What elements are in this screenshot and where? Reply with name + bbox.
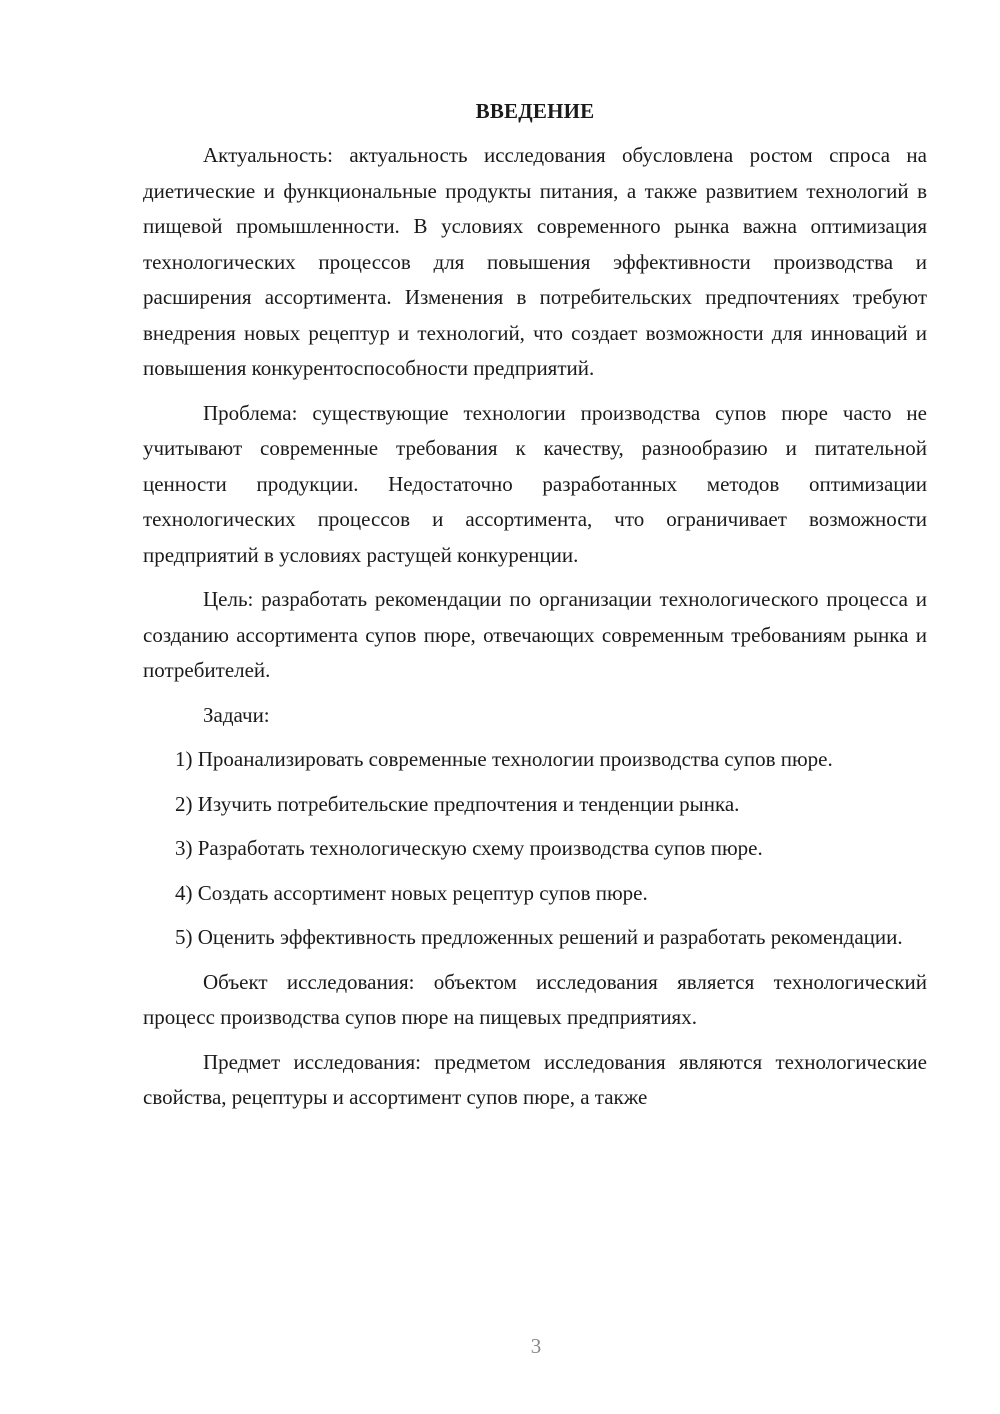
paragraph-object: Объект исследования: объектом исследования является технологический процесс производства супов пюре на пищевых предприятиях. xyxy=(143,969,927,1029)
paragraph-goal: Цель: разработать рекомендации по организации технологического процесса и созданию ассортимента супов пюре, отвечающих современным требованиям рынка и потребителей. xyxy=(143,587,927,682)
list-item: 5) Оценить эффективность предложенных решений и разработать рекомендации. xyxy=(175,925,903,949)
page-number: 3 xyxy=(530,1334,542,1358)
document-body xyxy=(143,96,927,1125)
list-item: 3) Разработать технологическую схему производства супов пюре. xyxy=(175,836,763,860)
paragraph-subject: Предмет исследования: предметом исследования являются технологические свойства, рецептуры и ассортимент супов пюре, а также xyxy=(143,1049,927,1109)
paragraph-tasks-heading: Задачи: xyxy=(203,702,270,727)
tasks-list xyxy=(143,742,927,956)
list-item: 4) Создать ассортимент новых рецептур супов пюре. xyxy=(175,880,648,905)
paragraph-relevance: Актуальность: актуальность исследования обусловлена ростом спроса на диетические и функциональные продукты питания, а также развитием технологий в пищевой промышленности. В условиях современного рынка важна оптимизация технологических процессов для повышения эффективности производства и расширения ассортимента. Изменения в потребительских предпочтениях требуют внедрения новых рецептур и технологий, что создает возможности для инноваций и повышения конкурентоспособности предприятий. xyxy=(143,143,927,380)
list-item: 1) Проанализировать современные технологии производства супов пюре. xyxy=(175,747,833,771)
list-item: 2) Изучить потребительские предпочтения и тенденции рынка. xyxy=(175,791,740,816)
paragraph-problem: Проблема: существующие технологии производства супов пюре часто не учитывают современные требования к качеству, разнообразию и питательной ценности продукции. Недостаточно разработанных методов оптимизации технологических процессов и ассортимента, что ограничивает возможности предприятий в условиях растущей конкуренции. xyxy=(143,400,927,567)
section-title: ВВЕДЕНИЕ xyxy=(475,99,595,123)
